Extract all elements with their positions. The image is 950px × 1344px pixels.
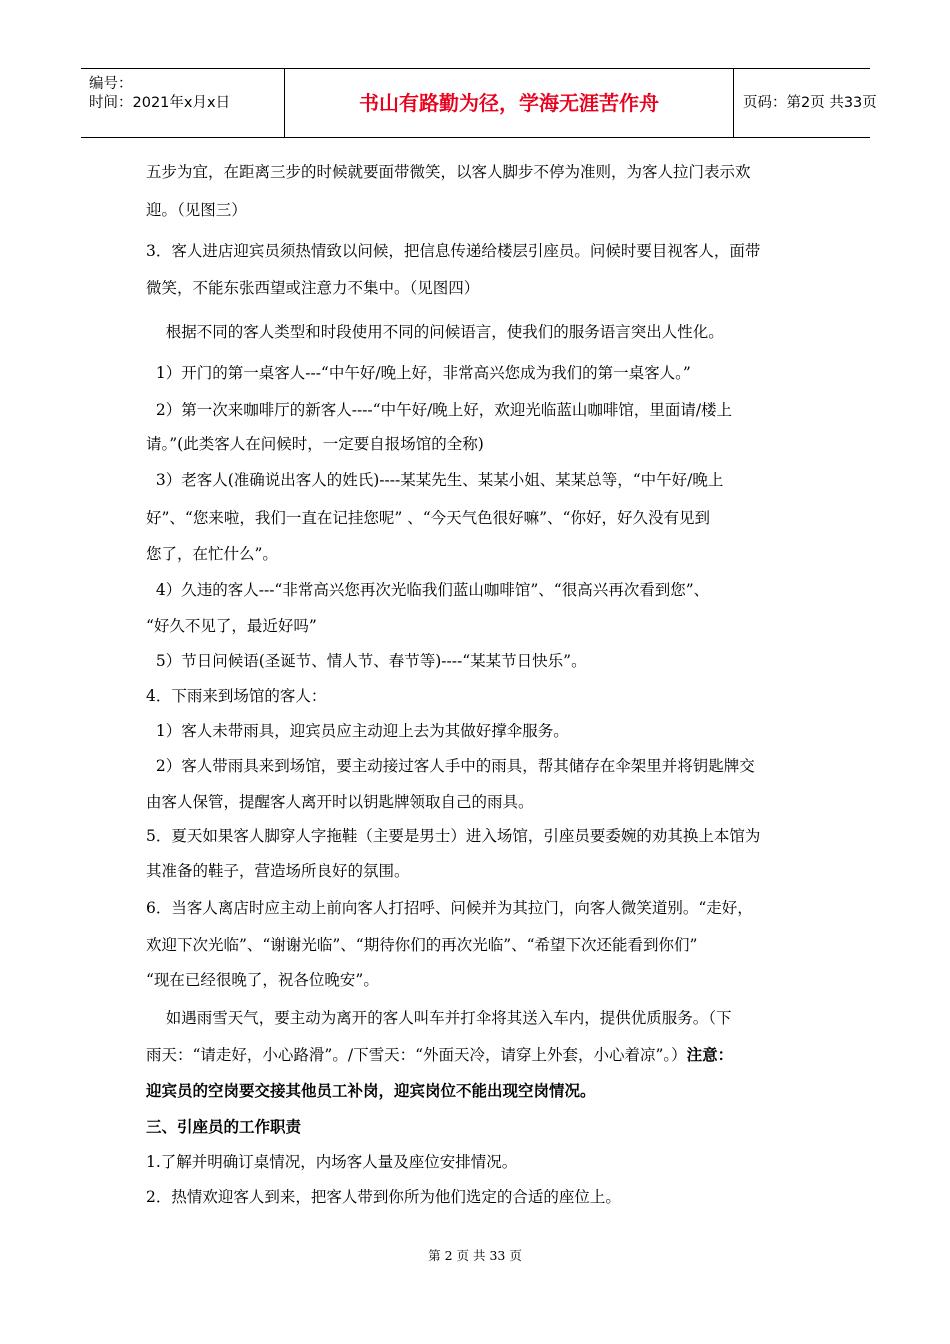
- body-line: 2）第一次来咖啡厅的新客人----“中午好/晚上好，欢迎光临蓝山咖啡馆，里面请/楼上: [146, 401, 733, 419]
- body-line: 2）客人带雨具来到场馆，要主动接过客人手中的雨具，帮其储存在伞架里并将钥匙牌交: [146, 757, 755, 775]
- body-line: 五步为宜，在距离三步的时候就要面带微笑，以客人脚步不停为准则，为客人拉门表示欢: [146, 163, 751, 181]
- body-line: [146, 1045, 733, 1065]
- body-line: 1.了解并明确订桌情况，内场客人量及座位安排情况。: [146, 1153, 518, 1171]
- body-line-text: 雨天：“请走好，小心路滑”。/下雪天：“外面天冷，请穿上外套，小心着凉”。）: [146, 1046, 687, 1064]
- body-line: 好”、“您来啦，我们一直在记挂您呢” 、“今天气色很好嘛”、“你好，好久没有见到: [146, 509, 710, 527]
- body-line: 请。”(此类客人在问候时，一定要自报场馆的全称): [146, 435, 484, 453]
- body-line: “好久不见了，最近好吗”: [146, 617, 317, 635]
- body-line: 如遇雨雪天气，要主动为离开的客人叫车并打伞将其送入车内，提供优质服务。（下: [146, 1009, 732, 1027]
- page-footer: 第 2 页 共 33 页: [428, 1248, 522, 1263]
- body-line: “现在已经很晚了，祝各位晚安”。: [146, 971, 379, 989]
- body-line: 4）久违的客人---“非常高兴您再次光临我们蓝山咖啡馆”、“很高兴再次看到您”、: [146, 581, 710, 599]
- body-line: 3．客人进店迎宾员须热情致以问候，把信息传递给楼层引座员。问候时要目视客人，面带: [146, 242, 761, 260]
- body-line: 5．夏天如果客人脚穿人字拖鞋（主要是男士）进入场馆，引座员要委婉的劝其换上本馆为: [146, 827, 761, 845]
- body-line: 6．当客人离店时应主动上前向客人打招呼、问候并为其拉门，向客人微笑道别。“走好，: [146, 899, 753, 917]
- body-line: 2．热情欢迎客人到来，把客人带到你所为他们选定的合适的座位上。: [146, 1188, 621, 1206]
- body-line: 微笑，不能东张西望或注意力不集中。（见图四）: [146, 279, 480, 297]
- note-label: 注意：: [686, 1046, 734, 1064]
- body-line-bold: 迎宾员的空岗要交接其他员工补岗，迎宾岗位不能出现空岗情况。: [146, 1082, 596, 1100]
- body-line: 4．下雨来到场馆的客人：: [146, 687, 327, 705]
- body-line: 由客人保管，提醒客人离开时以钥匙牌领取自己的雨具。: [146, 793, 534, 811]
- header-meta: [81, 69, 285, 137]
- body-line: 迎。（见图三）: [146, 201, 247, 219]
- body-line: 其准备的鞋子，营造场所良好的氛围。: [146, 862, 410, 880]
- section-heading: 三、引座员的工作职责: [146, 1118, 302, 1136]
- header-motto: 书山有路勤为径，学海无涯苦作舟: [285, 69, 734, 137]
- doc-number-label: 编号：: [89, 76, 133, 92]
- body-line: 5）节日问候语(圣诞节、情人节、春节等)----“某某节日快乐”。: [146, 652, 587, 670]
- doc-date-label: 时间：2021年x月x日: [89, 95, 231, 111]
- body-line: 根据不同的客人类型和时段使用不同的问候语言，使我们的服务语言突出人性化。: [146, 323, 724, 341]
- page-header: [81, 68, 877, 138]
- body-line: 3）老客人(准确说出客人的姓氏)----某某先生、某某小姐、某某总等，“中午好/晚上: [146, 471, 724, 489]
- body-line: 1）客人未带雨具，迎宾员应主动迎上去为其做好撑伞服务。: [146, 722, 569, 740]
- body-line: 欢迎下次光临”、“谢谢光临”、“期待你们的再次光临”、“希望下次还能看到你们”: [146, 936, 698, 954]
- header-page-info: 页码：第2页 共33页: [743, 95, 877, 111]
- body-line: 1）开门的第一桌客人---“中午好/晚上好，非常高兴您成为我们的第一桌客人。”: [146, 364, 691, 382]
- body-line: 您了，在忙什么”。: [146, 545, 278, 563]
